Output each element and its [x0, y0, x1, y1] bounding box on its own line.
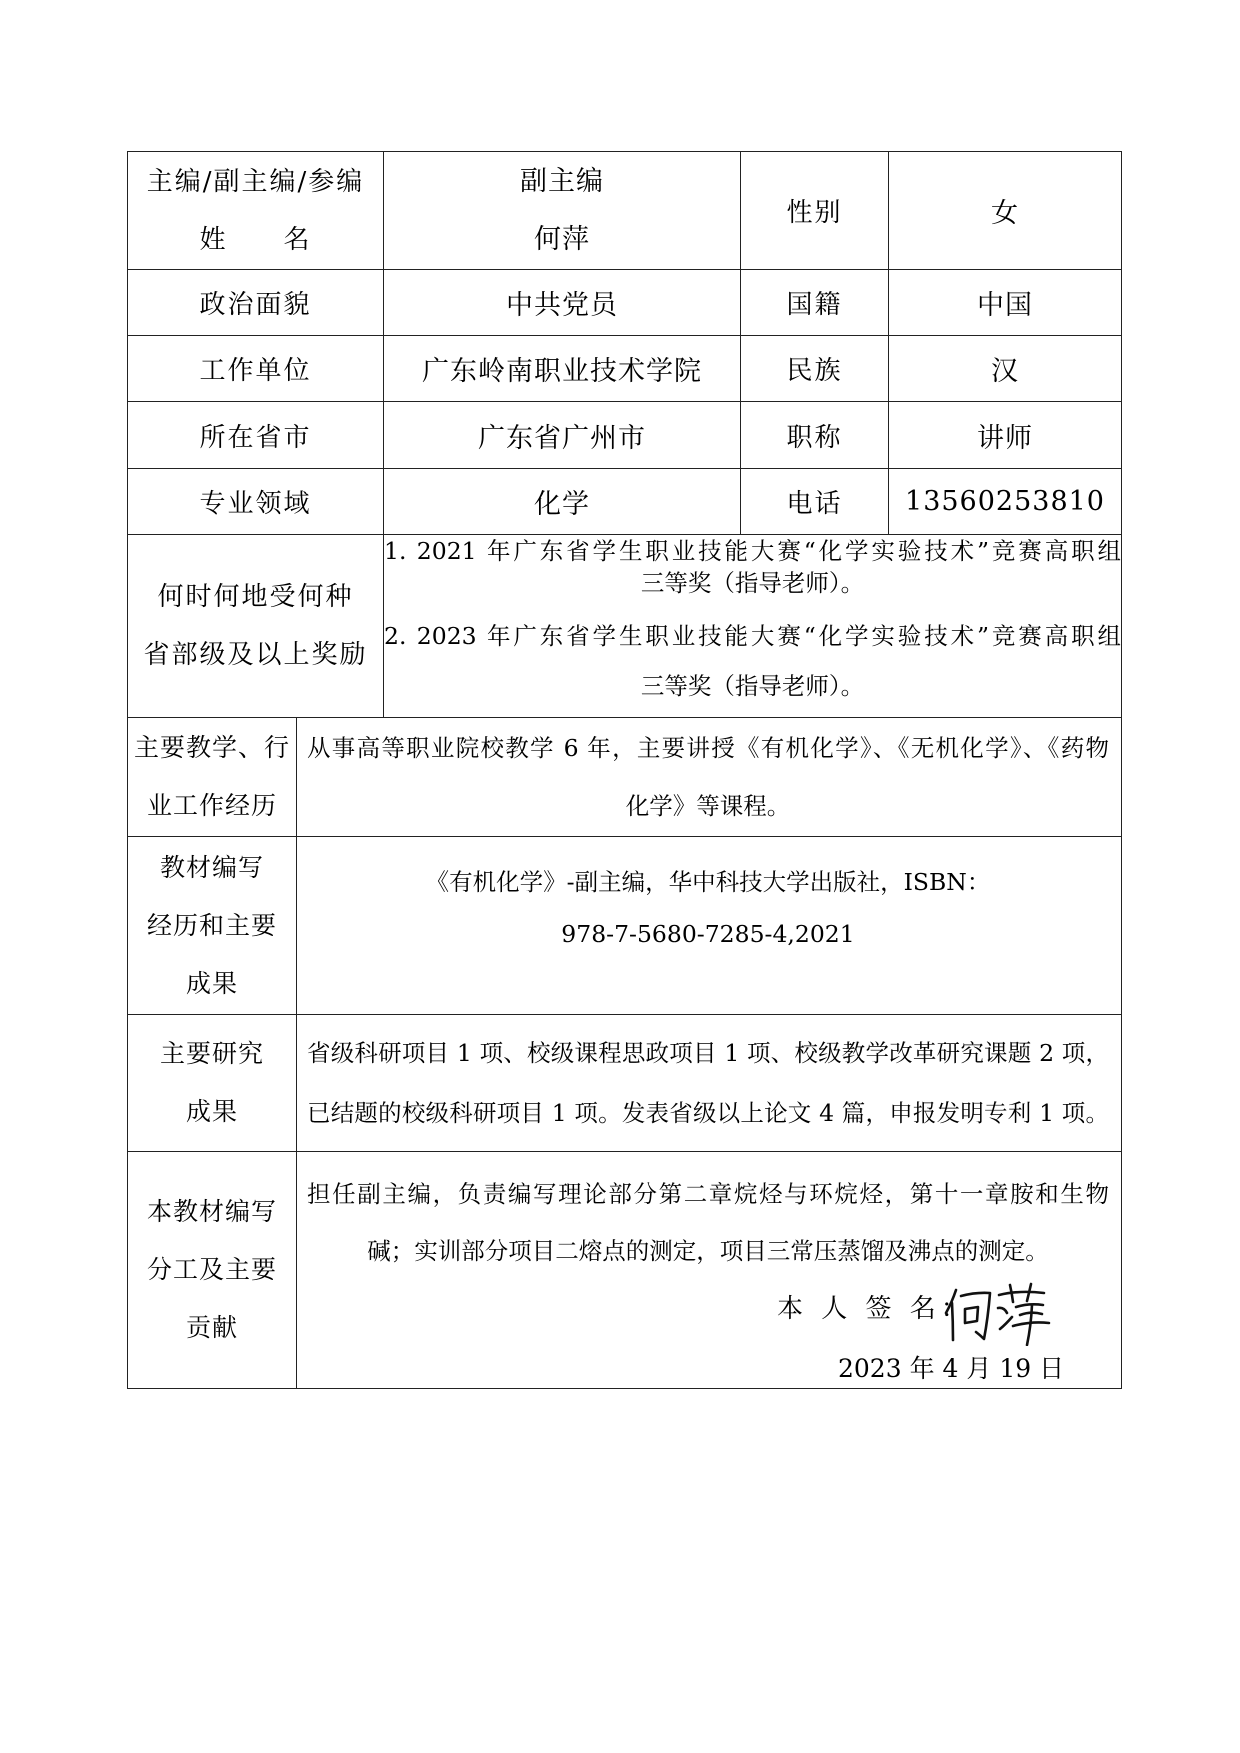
teaching-line: 从事高等职业院校教学 6 年，主要讲授《有机化学》、《无机化学》、《药物	[307, 734, 1109, 762]
role-name-label-cell	[128, 152, 384, 270]
form-row-role-name	[128, 152, 1122, 270]
awards-content-cell	[384, 535, 1122, 718]
awards-label-line: 省部级及以上奖励	[143, 640, 368, 670]
employer-value: 广东岭南职业技术学院	[384, 336, 741, 402]
form-row-textbook	[128, 837, 1122, 1015]
role-name-value-cell	[384, 152, 741, 270]
handwritten-signature	[943, 1282, 1053, 1346]
field-label: 专业领域	[128, 469, 384, 535]
contribution-label-line: 贡献	[185, 1313, 238, 1342]
gender-value: 女	[889, 152, 1122, 270]
textbook-label-cell	[128, 837, 297, 1015]
signature-date: 2023 年 4 月 19 日	[838, 1353, 1065, 1383]
teaching-line: 化学》等课程。	[625, 792, 791, 820]
textbook-line: 978-7-5680-7285-4,2021	[561, 919, 855, 948]
name-label: 姓 名	[199, 224, 312, 255]
phone-label: 电话	[741, 469, 889, 535]
textbook-label-line: 经历和主要	[146, 910, 277, 940]
form-row-contribution	[128, 1152, 1122, 1389]
teaching-label-line: 业工作经历	[146, 791, 277, 820]
award-item	[384, 611, 1121, 711]
contribution-line: 担任副主编，负责编写理论部分第二章烷烃与环烷烃，第十一章胺和生物	[307, 1179, 1109, 1208]
editor-info-form	[127, 151, 1122, 1389]
award-item-line: 1. 2021 年广东省学生职业技能大赛“化学实验技术”竞赛高职组	[384, 537, 1121, 565]
awards-label-line: 何时何地受何种	[157, 582, 354, 612]
textbook-content-cell	[297, 837, 1122, 1015]
form-row-field	[128, 469, 1122, 535]
phone-value: 13560253810	[889, 469, 1122, 535]
form-row-research	[128, 1015, 1122, 1152]
textbook-label-line: 成果	[185, 968, 238, 998]
teaching-content-cell	[297, 718, 1122, 837]
contribution-content-cell	[297, 1152, 1122, 1389]
political-status-value: 中共党员	[384, 270, 741, 336]
nationality-label: 国籍	[741, 270, 889, 336]
ethnicity-value: 汉	[889, 336, 1122, 402]
awards-label-cell	[128, 535, 384, 718]
form-row-awards	[128, 535, 1122, 718]
research-label-line: 成果	[185, 1097, 238, 1126]
contribution-label-line: 分工及主要	[146, 1255, 277, 1284]
research-line: 省级科研项目 1 项、校级课程思政项目 1 项、校级教学改革研究课题 2 项，	[307, 1039, 1109, 1067]
award-item	[384, 535, 1121, 599]
title-value: 讲师	[889, 402, 1122, 469]
textbook-label-line: 教材编写	[159, 852, 264, 882]
form-row-employer	[128, 336, 1122, 402]
political-status-label: 政治面貌	[128, 270, 384, 336]
award-item-line: 2. 2023 年广东省学生职业技能大赛“化学实验技术”竞赛高职组	[384, 622, 1121, 650]
contribution-label-cell	[128, 1152, 297, 1389]
research-content-cell	[297, 1015, 1122, 1152]
role-label: 主编/副主编/参编	[146, 166, 365, 197]
title-label: 职称	[741, 402, 889, 469]
ethnicity-label: 民族	[741, 336, 889, 402]
nationality-value: 中国	[889, 270, 1122, 336]
contribution-line: 碱；实训部分项目二熔点的测定，项目三常压蒸馏及沸点的测定。	[367, 1236, 1049, 1265]
research-label-cell	[128, 1015, 297, 1152]
form-row-political	[128, 270, 1122, 336]
signature-label: 本 人 签 名：	[777, 1293, 972, 1324]
form-row-location	[128, 402, 1122, 469]
employer-label: 工作单位	[128, 336, 384, 402]
award-item-line: 三等奖（指导老师）。	[640, 672, 865, 700]
award-item-line: 三等奖（指导老师）。	[640, 569, 865, 597]
contribution-label-line: 本教材编写	[146, 1197, 277, 1226]
location-label: 所在省市	[128, 402, 384, 469]
teaching-label-line: 主要教学、行	[133, 733, 290, 762]
gender-label: 性别	[741, 152, 889, 270]
teaching-label-cell	[128, 718, 297, 837]
field-value: 化学	[384, 469, 741, 535]
form-row-teaching	[128, 718, 1122, 837]
research-line: 已结题的校级科研项目 1 项。发表省级以上论文 4 篇，申报发明专利 1 项。	[307, 1099, 1109, 1127]
role-value: 副主编	[520, 165, 604, 197]
research-label-line: 主要研究	[159, 1039, 264, 1068]
textbook-line: 《有机化学》-副主编，华中科技大学出版社，ISBN：	[425, 867, 991, 896]
location-value: 广东省广州市	[384, 402, 741, 469]
name-value: 何萍	[534, 223, 590, 255]
